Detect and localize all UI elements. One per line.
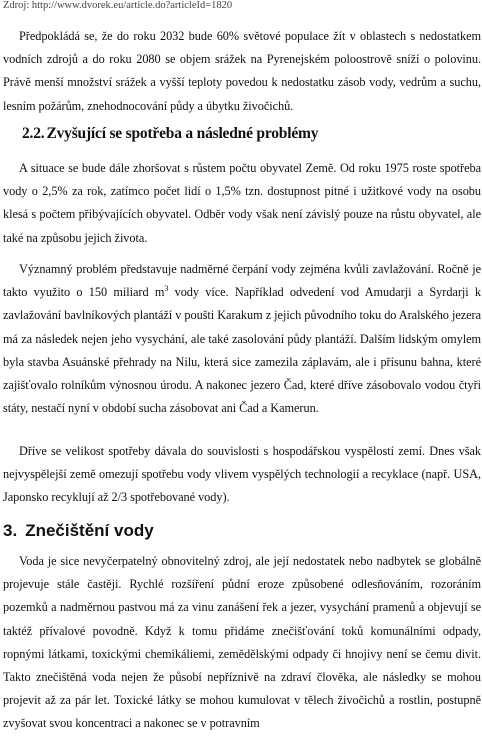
section-number: 2.2. [22, 125, 45, 142]
paragraph-3 [3, 258, 481, 420]
paragraph-2: A situace se bude dále zhoršovat s růstem počtu obyvatel Země. Od roku 1975 roste spotřeba vody o 2,5% za rok, zatímco počet lidí o 1,5% tzn. dostupnost pitné i užitkové vody na osobu klesá s počtem přibývajících obyvatel. Odběr vody však není závislý pouze na růstu obyvatel, ale také na způsobu jejich života. [3, 161, 481, 245]
section-heading-2-2 [22, 124, 318, 144]
paragraph-3-text-b: vody více. Například odvedení vod Amudarji a Syrdarji k zavlažování bavlníkových plantáží v poušti Karakum z jejich původního toku do Aralského jezera má za následek nejen jeho vysychání, ale také zasolování půdy plantáží. Dalším lidským omylem byla stavba Asuánské přehrady na Nilu, která sice zamezila záplavám, ale i přísunu bahna, které zajišťovalo rolníkům výnosnou úrodu. A nakonec jezero Čad, které dříve zásobovalo vodou čtyři státy, nestačí nyní v období sucha zásobovat ani Čad a Kamerun. [3, 285, 481, 416]
paragraph-3-text-a: Významný problém představuje nadměrné čerpání vody zejména kvůli zavlažování. Ročně je takto využito o 150 miliard m [3, 262, 481, 300]
section-number: 3. [3, 521, 18, 540]
paragraph-5: Voda je sice nevyčerpatelný obnovitelný zdroj, ale její nedostatek nebo nadbytek se globálně projevuje stále častěji. Rychlé rozšíření půdní eroze způsobené odlesňováním, rozoráním pozemků a nadměrnou pastvou má za vinu zanášení řek a jezer, vysychání pramenů a objevují se taktéž přívalové povodně. Když k tomu přidáme znečišťování toků komunálními odpady, ropnými látkami, toxickými chemikáliemi, zemědělskými odpady či hnojivy není se čemu divit. Takto znečištěná voda nejen že působí nepříznivě na zdraví člověka, ale následky se mohou projevit až za pár let. Toxické látky se mohou kumulovat v tělech živočichů a rostlin, postupně zvyšovat svou koncentraci a nakonec se v potravním [3, 554, 481, 731]
source-citation: Zdroj: http://www.dvorek.eu/article.do?articleId=1820 [3, 0, 233, 11]
superscript-3: 3 [164, 284, 169, 294]
section-heading-3 [3, 519, 154, 543]
paragraph-1: Předpokládá se, že do roku 2032 bude 60% světové populace žít v oblastech s nedostatkem vodních zdrojů a do roku 2080 se objem srážek na Pyrenejském poloostrově sníží o polovinu. Právě menší množství srážek a vyšší teploty povedou k nedostatku zásob vody, vedrům a suchu, lesním požárům, znehodnocování půdy a úbytku živočichů. [3, 29, 481, 113]
paragraph-4: Dříve se velikost spotřeby dávala do souvislosti s hospodářskou vyspělostí zemí. Dnes však nejvyspělejší země omezují spotřebu vody vlivem vyspělých technologií a recyklace (např. USA, Japonsko recyklují až 2/3 spotřebované vody). [3, 444, 481, 505]
section-title: Zvyšující se spotřeba a následné problémy [46, 125, 319, 142]
section-title: Znečištění vody [25, 521, 154, 540]
